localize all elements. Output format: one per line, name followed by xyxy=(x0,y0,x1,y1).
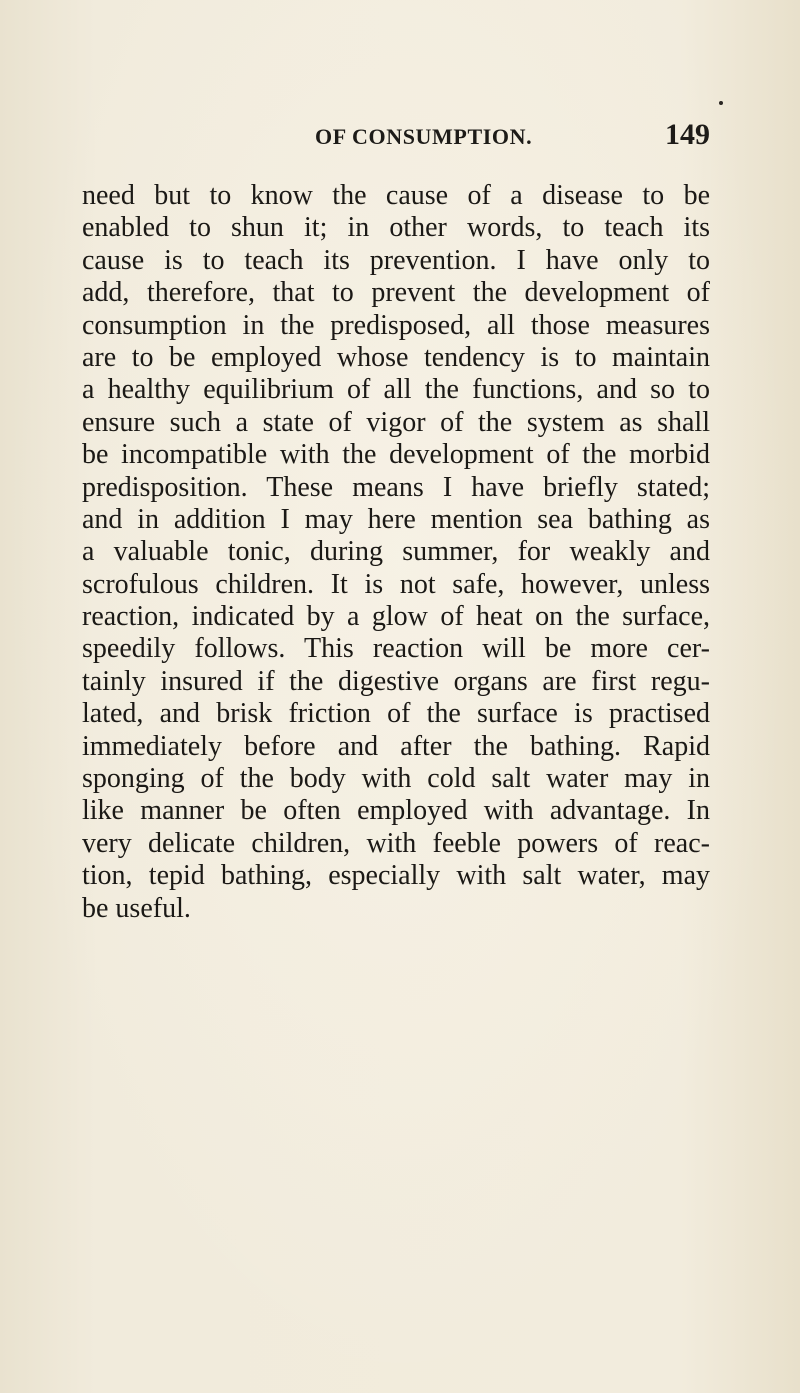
text-line: be incompatible with the development of the morbid xyxy=(82,439,710,471)
running-head xyxy=(82,118,710,158)
text-line: add, therefore, that to prevent the development of xyxy=(82,277,710,309)
body-paragraph xyxy=(82,180,710,925)
text-line: speedily follows. This reaction will be more cer- xyxy=(82,633,710,665)
text-line: and in addition I may here mention sea bathing as xyxy=(82,503,710,535)
text-line: ensure such a state of vigor of the system as shall xyxy=(82,406,710,438)
text-line: cause is to teach its prevention. I have only to xyxy=(82,244,710,276)
text-line: tainly insured if the digestive organs are first regu- xyxy=(82,665,710,697)
text-line: enabled to shun it; in other words, to teach its xyxy=(82,212,710,244)
text-line: like manner be often employed with advantage. In xyxy=(82,795,710,827)
text-line: very delicate children, with feeble powers of reac- xyxy=(82,827,710,859)
page-number: 149 xyxy=(665,118,710,151)
text-line: predisposition. These means I have briefly stated; xyxy=(82,471,710,503)
text-line: consumption in the predisposed, all those measures xyxy=(82,309,710,341)
text-line: sponging of the body with cold salt water may in xyxy=(82,763,710,795)
text-line: reaction, indicated by a glow of heat on the surface, xyxy=(82,601,710,633)
running-title: OF CONSUMPTION. xyxy=(315,124,533,149)
text-line: a valuable tonic, during summer, for weakly and xyxy=(82,536,710,568)
text-line: lated, and brisk friction of the surface is practised xyxy=(82,698,710,730)
text-line: scrofulous children. It is not safe, however, unless xyxy=(82,568,710,600)
text-line: immediately before and after the bathing. Rapid xyxy=(82,730,710,762)
text-line: be useful. xyxy=(82,892,191,924)
text-line: tion, tepid bathing, especially with salt water, may xyxy=(82,860,710,892)
text-line: a healthy equilibrium of all the functions, and so to xyxy=(82,374,710,406)
ink-speck xyxy=(719,101,723,105)
text-line: need but to know the cause of a disease to be xyxy=(82,180,710,211)
text-line: are to be employed whose tendency is to maintain xyxy=(82,341,710,373)
